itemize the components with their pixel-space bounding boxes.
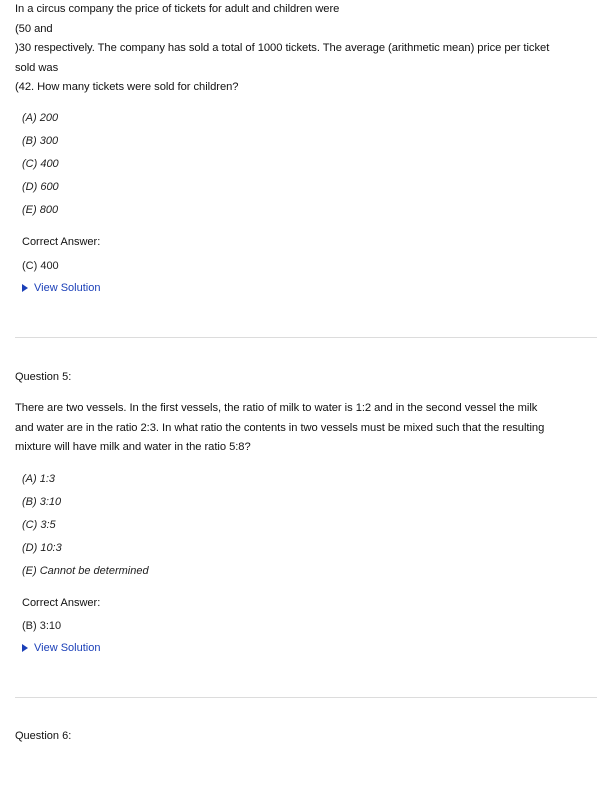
question-5-options: [22, 471, 149, 586]
question-4-line-4: sold was: [15, 61, 59, 74]
question-4-options: [22, 110, 59, 225]
correct-answer-label: Correct Answer:: [22, 597, 101, 609]
question-4-line-2: (50 and: [15, 22, 53, 35]
question-5-line-3: mixture will have milk and water in the ratio 5:8?: [15, 441, 251, 453]
triangle-right-icon: [22, 644, 28, 652]
option-b: (B) 3:10: [22, 496, 62, 508]
question-4-line-5: (42. How many tickets were sold for children?: [15, 81, 239, 93]
option-d: (D) 10:3: [22, 542, 62, 554]
option-c: (C) 3:5: [22, 519, 56, 531]
correct-answer-value: (B) 3:10: [22, 620, 62, 632]
question-6-heading: Question 6:: [15, 730, 72, 742]
question-5-line-2: and water are in the ratio 2:3. In what ratio the contents in two vessels must be mixed such that the resulting: [15, 421, 545, 434]
option-b: (B) 300: [22, 135, 59, 147]
question-4-line-1: In a circus company the price of tickets for adult and children were: [15, 3, 340, 15]
divider: [15, 697, 597, 698]
question-5-heading: Question 5:: [15, 371, 72, 383]
correct-answer-value: (C) 400: [22, 260, 59, 272]
view-solution-label: View Solution: [34, 282, 101, 294]
option-d: (D) 600: [22, 181, 59, 193]
correct-answer-label: Correct Answer:: [22, 236, 101, 248]
question-5-text: [15, 399, 603, 458]
view-solution-label: View Solution: [34, 642, 101, 654]
option-a: (A) 1:3: [22, 473, 56, 485]
view-solution-toggle[interactable]: [22, 642, 100, 654]
option-a: (A) 200: [22, 112, 59, 124]
view-solution-toggle[interactable]: [22, 282, 100, 294]
question-4-text: [15, 0, 603, 98]
option-e: (E) Cannot be determined: [22, 565, 149, 577]
question-4-line-3: )30 respectively. The company has sold a total of 1000 tickets. The average (arithmetic mean) price per ticket: [15, 42, 550, 54]
option-e: (E) 800: [22, 204, 59, 216]
triangle-right-icon: [22, 284, 28, 292]
option-c: (C) 400: [22, 158, 59, 170]
question-5-line-1: There are two vessels. In the first vessels, the ratio of milk to water is 1:2 and in the second vessel the milk: [15, 402, 538, 414]
divider: [15, 337, 597, 338]
